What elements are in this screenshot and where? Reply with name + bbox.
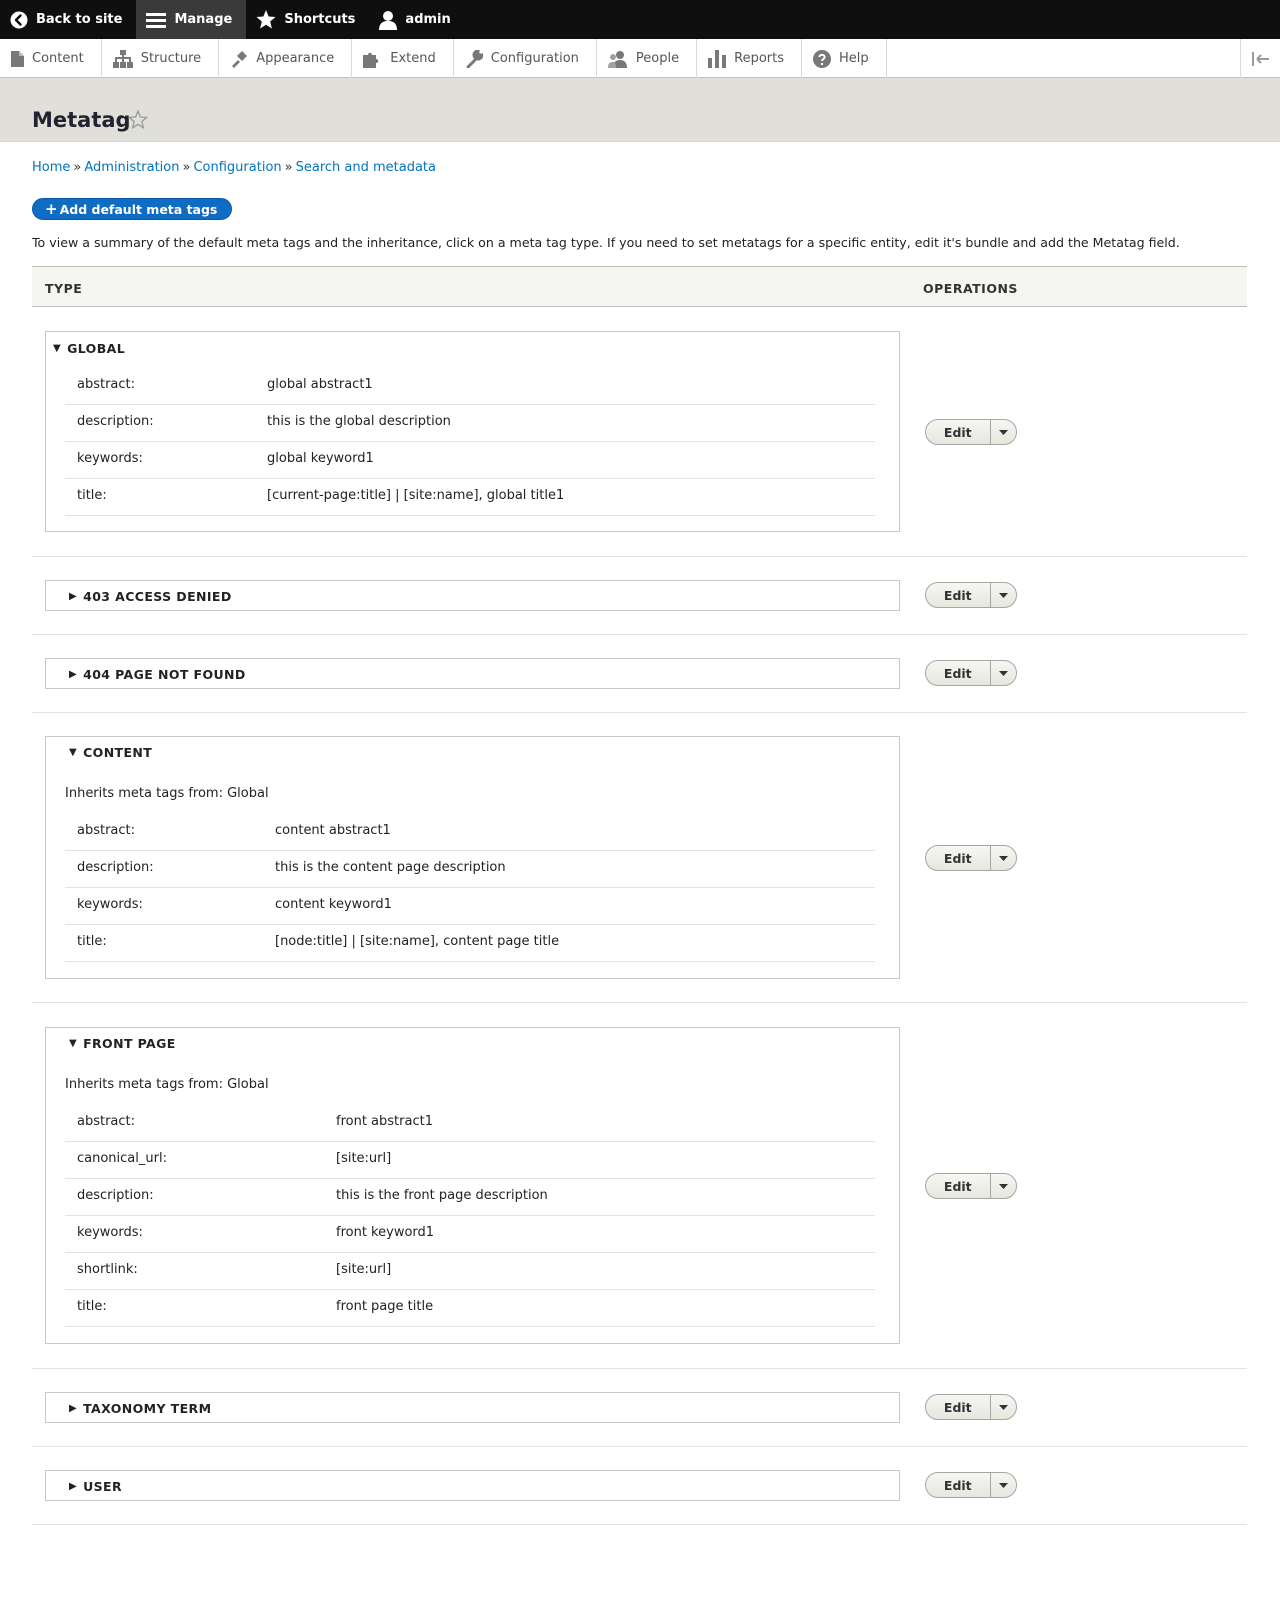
summary-user[interactable] (69, 1479, 122, 1494)
tray-item-reports[interactable] (697, 39, 802, 78)
bar-chart-icon (708, 50, 726, 68)
summary-label: TAXONOMY TERM (83, 1401, 212, 1416)
tray-item-label: Reports (734, 51, 784, 66)
table-row (65, 1253, 875, 1290)
orientation-toggle-icon (1252, 52, 1270, 66)
summary-label: CONTENT (83, 745, 153, 760)
row-divider (32, 1446, 1247, 1447)
details-user[interactable] (45, 1470, 900, 1501)
row-divider (32, 1002, 1247, 1003)
summary-label: FRONT PAGE (83, 1036, 176, 1051)
caret-down-icon (999, 593, 1008, 598)
tray-item-structure[interactable] (102, 39, 219, 78)
back-to-site-link[interactable] (0, 0, 136, 39)
meta-value: this is the global description (267, 414, 451, 429)
tray-item-label: Structure (140, 51, 202, 66)
star-outline-icon[interactable] (128, 110, 148, 129)
meta-key: description: (77, 1188, 154, 1203)
inherits-text: Inherits meta tags from: Global (65, 1077, 269, 1092)
tray-item-people[interactable] (597, 39, 697, 78)
meta-key: description: (77, 414, 154, 429)
breadcrumb-configuration[interactable]: Configuration (193, 160, 282, 175)
meta-value: global keyword1 (267, 451, 374, 466)
column-header-type: TYPE (45, 281, 83, 296)
tray-item-label: Extend (390, 51, 436, 66)
meta-key: keywords: (77, 897, 143, 912)
row-divider (32, 1368, 1247, 1369)
edit-dropbutton-403 (925, 582, 1017, 608)
toolbar-tray (0, 39, 1280, 78)
meta-value: front page title (336, 1299, 434, 1314)
meta-value: [site:url] (336, 1151, 392, 1166)
table-row (65, 405, 875, 442)
meta-value: this is the front page description (336, 1188, 548, 1203)
tray-item-content[interactable] (0, 39, 102, 78)
meta-value: front abstract1 (336, 1114, 433, 1129)
table-row (65, 814, 875, 851)
summary-label: 403 ACCESS DENIED (83, 589, 232, 604)
row-divider (32, 634, 1247, 635)
summary-content[interactable] (69, 745, 152, 760)
dropbutton-toggle[interactable] (990, 661, 1016, 685)
meta-key: abstract: (77, 377, 136, 392)
tray-item-extend[interactable] (352, 39, 454, 78)
table-row (65, 851, 875, 888)
table-row (65, 368, 875, 405)
user-icon (379, 10, 397, 30)
collapsed-triangle-icon: ▶ (69, 669, 78, 680)
table-row (65, 1105, 875, 1142)
meta-value: [site:url] (336, 1262, 392, 1277)
details-global (45, 331, 900, 532)
dropbutton-toggle[interactable] (990, 846, 1016, 870)
expanded-triangle-icon: ▼ (53, 343, 62, 354)
edit-button[interactable]: Edit (943, 1477, 972, 1493)
tray-item-help[interactable] (802, 39, 887, 78)
details-403-access-denied[interactable] (45, 580, 900, 611)
summary-404-page-not-found[interactable] (69, 667, 246, 682)
tray-item-label: Help (839, 51, 869, 66)
manage-tab[interactable] (136, 0, 246, 39)
paintbrush-icon (230, 50, 248, 68)
breadcrumb (32, 160, 436, 175)
meta-key: title: (77, 1299, 107, 1314)
tray-orientation-toggle[interactable] (1240, 39, 1280, 78)
meta-value: content keyword1 (275, 897, 392, 912)
dropbutton-toggle[interactable] (990, 420, 1016, 444)
breadcrumb-search-and-metadata[interactable]: Search and metadata (295, 160, 437, 175)
table-row (65, 1179, 875, 1216)
breadcrumb-separator: » (182, 160, 191, 175)
expanded-triangle-icon: ▼ (69, 1038, 78, 1049)
dropbutton-toggle[interactable] (990, 1473, 1016, 1497)
back-arrow-circle-icon (10, 11, 28, 29)
sitemap-icon (113, 50, 133, 68)
expanded-triangle-icon: ▼ (69, 747, 78, 758)
plus-icon: + (45, 199, 58, 218)
tray-item-appearance[interactable] (219, 39, 352, 78)
table-row (65, 925, 875, 962)
edit-dropbutton-global (925, 419, 1017, 445)
details-404-page-not-found[interactable] (45, 658, 900, 689)
summary-global[interactable] (53, 341, 125, 356)
hamburger-icon (146, 12, 166, 28)
help-icon (813, 50, 831, 68)
edit-button[interactable]: Edit (943, 424, 972, 440)
meta-value: content abstract1 (275, 823, 391, 838)
dropbutton-toggle[interactable] (990, 1174, 1016, 1198)
meta-key: canonical_url: (77, 1151, 167, 1166)
add-default-meta-tags-button[interactable] (32, 198, 232, 220)
edit-dropbutton-404 (925, 660, 1017, 686)
meta-value: global abstract1 (267, 377, 373, 392)
details-taxonomy-term[interactable] (45, 1392, 900, 1423)
wrench-icon (465, 50, 483, 68)
puzzle-icon (363, 50, 382, 68)
meta-key: shortlink: (77, 1262, 138, 1277)
meta-key: keywords: (77, 451, 143, 466)
caret-down-icon (999, 1184, 1008, 1189)
table-row (65, 1142, 875, 1179)
edit-button[interactable]: Edit (943, 587, 972, 603)
table-row (65, 1216, 875, 1253)
document-icon (11, 51, 24, 67)
table-row (65, 1290, 875, 1327)
summary-label: USER (83, 1479, 123, 1494)
breadcrumb-administration[interactable]: Administration (84, 160, 180, 175)
caret-down-icon (999, 1483, 1008, 1488)
collapsed-triangle-icon: ▶ (69, 1403, 78, 1414)
row-divider (32, 712, 1247, 713)
summary-label: 404 PAGE NOT FOUND (83, 667, 246, 682)
edit-dropbutton-taxonomy-term (925, 1394, 1017, 1420)
collapsed-triangle-icon: ▶ (69, 1481, 78, 1492)
meta-value: front keyword1 (336, 1225, 435, 1240)
breadcrumb-home[interactable]: Home (32, 160, 71, 175)
tray-item-label: Configuration (490, 51, 579, 66)
summary-front-page[interactable] (69, 1036, 176, 1051)
row-divider (32, 556, 1247, 557)
tray-item-configuration[interactable] (454, 39, 597, 78)
back-to-site-label: Back to site (36, 12, 123, 27)
edit-dropbutton-front-page (925, 1173, 1017, 1199)
table-header (32, 266, 1247, 307)
details-content (45, 736, 900, 979)
star-icon (256, 10, 276, 29)
user-label: admin (405, 12, 451, 27)
admin-toolbar (0, 0, 1280, 39)
shortcuts-tab[interactable] (246, 0, 369, 39)
caret-down-icon (999, 671, 1008, 676)
caret-down-icon (999, 430, 1008, 435)
meta-value: [current-page:title] | [site:name], global title1 (267, 488, 565, 503)
meta-key: description: (77, 860, 154, 875)
summary-taxonomy-term[interactable] (69, 1401, 211, 1416)
tray-item-label: Content (32, 51, 84, 66)
edit-dropbutton-user (925, 1472, 1017, 1498)
meta-key: title: (77, 488, 107, 503)
summary-403-access-denied[interactable] (69, 589, 232, 604)
meta-key: keywords: (77, 1225, 143, 1240)
edit-button[interactable]: Edit (943, 665, 972, 681)
tray-item-label: People (635, 51, 680, 66)
edit-button[interactable]: Edit (943, 850, 972, 866)
page-title: Metatag (32, 108, 131, 132)
column-header-operations: OPERATIONS (923, 281, 1018, 296)
meta-value: this is the content page description (275, 860, 506, 875)
meta-value: [node:title] | [site:name], content page title (275, 934, 560, 949)
page-header (0, 78, 1280, 142)
details-front-page (45, 1027, 900, 1344)
shortcuts-label: Shortcuts (284, 12, 356, 27)
meta-key: abstract: (77, 1114, 136, 1129)
caret-down-icon (999, 1405, 1008, 1410)
user-tab[interactable] (369, 0, 464, 39)
intro-text: To view a summary of the default meta tags and the inheritance, click on a meta tag type. If you need to set metatags for a specific entity, edit it's bundle and add the Metatag field. (32, 235, 1180, 250)
breadcrumb-separator: » (284, 160, 293, 175)
summary-label: GLOBAL (67, 341, 126, 356)
edit-button[interactable]: Edit (943, 1399, 972, 1415)
collapsed-triangle-icon: ▶ (69, 591, 78, 602)
dropbutton-toggle[interactable] (990, 1395, 1016, 1419)
caret-down-icon (999, 856, 1008, 861)
meta-key: title: (77, 934, 107, 949)
edit-button[interactable]: Edit (943, 1178, 972, 1194)
tray-item-label: Appearance (256, 51, 335, 66)
meta-key: abstract: (77, 823, 136, 838)
manage-label: Manage (174, 12, 233, 27)
people-icon (608, 50, 628, 68)
add-button-label: Add default meta tags (59, 201, 218, 217)
table-row (65, 479, 875, 516)
edit-dropbutton-content (925, 845, 1017, 871)
table-row (65, 888, 875, 925)
inherits-text: Inherits meta tags from: Global (65, 786, 269, 801)
breadcrumb-separator: » (73, 160, 82, 175)
table-row (65, 442, 875, 479)
dropbutton-toggle[interactable] (990, 583, 1016, 607)
row-divider (32, 1524, 1247, 1525)
